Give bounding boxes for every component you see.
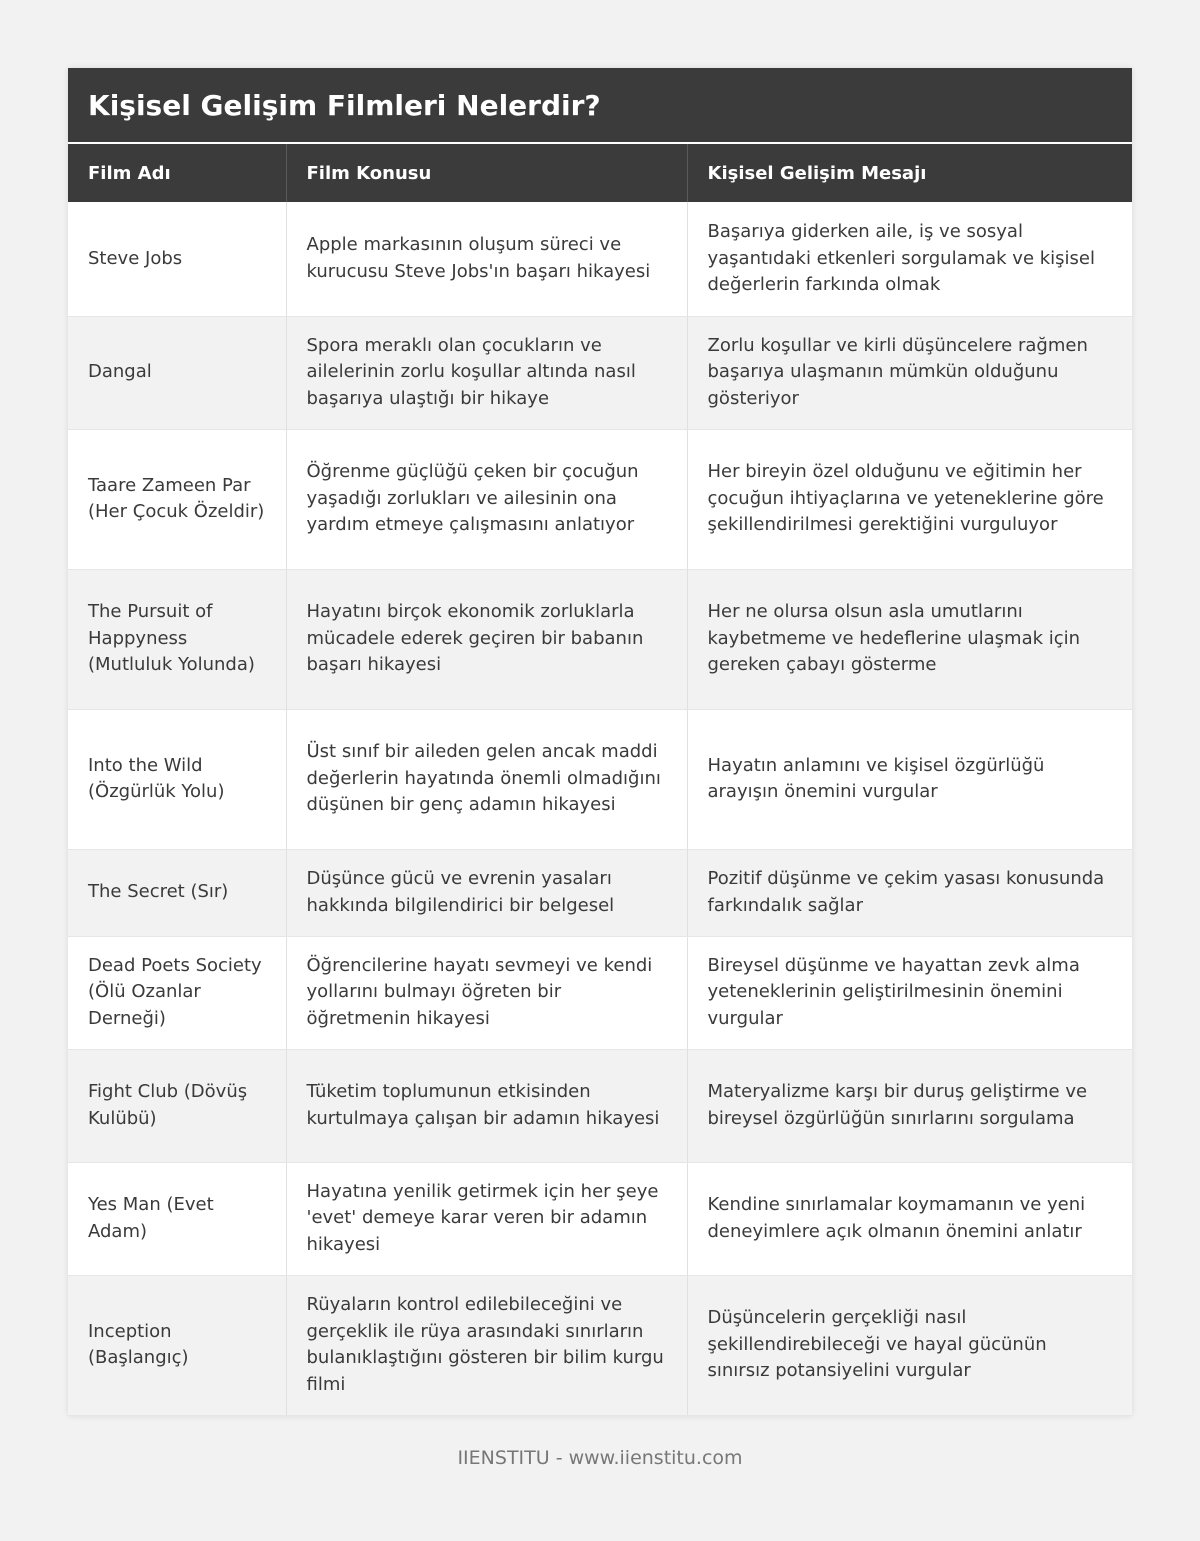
film-message-cell: Düşüncelerin gerçekliği nasıl şekillendirebileceği ve hayal gücünün sınırsız potansiyelini vurgular [687, 1275, 1132, 1415]
film-topic-cell: Öğrenme güçlüğü çeken bir çocuğun yaşadığı zorlukları ve ailesinin ona yardım etmeye çalışmasını anlatıyor [286, 429, 687, 569]
film-topic-cell: Rüyaların kontrol edilebileceğini ve gerçeklik ile rüya arasındaki sınırların bulanıklaştığını gösteren bir bilim kurgu filmi [286, 1275, 687, 1415]
table-row [68, 1275, 1132, 1415]
film-topic-cell: Düşünce gücü ve evrenin yasaları hakkında bilgilendirici bir belgesel [286, 849, 687, 936]
film-topic-cell: Spora meraklı olan çocukların ve ailelerinin zorlu koşullar altında nasıl başarıya ulaştığı bir hikaye [286, 316, 687, 429]
content-card [68, 68, 1132, 1416]
film-name-cell: The Pursuit of Happyness (Mutluluk Yolunda) [68, 569, 286, 709]
column-header-film-name: Film Adı [68, 144, 286, 202]
film-topic-cell: Üst sınıf bir aileden gelen ancak maddi değerlerin hayatında önemli olmadığını düşünen bir genç adamın hikayesi [286, 709, 687, 849]
table-row [68, 1049, 1132, 1162]
film-name-cell: The Secret (Sır) [68, 849, 286, 936]
column-header-film-topic: Film Konusu [286, 144, 687, 202]
table-row [68, 709, 1132, 849]
footer-credit: IIENSTITU - www.iienstitu.com [457, 1447, 743, 1469]
film-message-cell: Başarıya giderken aile, iş ve sosyal yaşantıdaki etkenleri sorgulamak ve kişisel değerlerin farkında olmak [687, 202, 1132, 316]
films-table [68, 144, 1132, 1416]
film-name-cell: Inception (Başlangıç) [68, 1275, 286, 1415]
table-row [68, 849, 1132, 936]
film-name-cell: Steve Jobs [68, 202, 286, 316]
film-message-cell: Her ne olursa olsun asla umutlarını kaybetmeme ve hedeflerine ulaşmak için gereken çabayı gösterme [687, 569, 1132, 709]
table-row [68, 429, 1132, 569]
film-name-cell: Fight Club (Dövüş Kulübü) [68, 1049, 286, 1162]
table-row [68, 569, 1132, 709]
film-topic-cell: Tüketim toplumunun etkisinden kurtulmaya çalışan bir adamın hikayesi [286, 1049, 687, 1162]
page-title: Kişisel Gelişim Filmleri Nelerdir? [68, 68, 1132, 144]
film-message-cell: Pozitif düşünme ve çekim yasası konusunda farkındalık sağlar [687, 849, 1132, 936]
film-topic-cell: Hayatına yenilik getirmek için her şeye 'evet' demeye karar veren bir adamın hikayesi [286, 1162, 687, 1275]
film-message-cell: Her bireyin özel olduğunu ve eğitimin her çocuğun ihtiyaçlarına ve yeteneklerine göre şekillendirilmesi gerektiğini vurguluyor [687, 429, 1132, 569]
table-header-row [68, 144, 1132, 202]
film-name-cell: Yes Man (Evet Adam) [68, 1162, 286, 1275]
film-message-cell: Bireysel düşünme ve hayattan zevk alma yeteneklerinin geliştirilmesinin önemini vurgular [687, 936, 1132, 1049]
table-row [68, 202, 1132, 316]
table-row [68, 936, 1132, 1049]
film-name-cell: Dead Poets Society (Ölü Ozanlar Derneği) [68, 936, 286, 1049]
film-topic-cell: Öğrencilerine hayatı sevmeyi ve kendi yollarını bulmayı öğreten bir öğretmenin hikayesi [286, 936, 687, 1049]
film-name-cell: Into the Wild (Özgürlük Yolu) [68, 709, 286, 849]
film-name-cell: Taare Zameen Par (Her Çocuk Özeldir) [68, 429, 286, 569]
film-topic-cell: Apple markasının oluşum süreci ve kurucusu Steve Jobs'ın başarı hikayesi [286, 202, 687, 316]
film-message-cell: Hayatın anlamını ve kişisel özgürlüğü arayışın önemini vurgular [687, 709, 1132, 849]
film-message-cell: Zorlu koşullar ve kirli düşüncelere rağmen başarıya ulaşmanın mümkün olduğunu gösteriyor [687, 316, 1132, 429]
film-message-cell: Materyalizme karşı bir duruş geliştirme ve bireysel özgürlüğün sınırlarını sorgulama [687, 1049, 1132, 1162]
column-header-message: Kişisel Gelişim Mesajı [687, 144, 1132, 202]
film-topic-cell: Hayatını birçok ekonomik zorluklarla mücadele ederek geçiren bir babanın başarı hikayesi [286, 569, 687, 709]
film-message-cell: Kendine sınırlamalar koymamanın ve yeni deneyimlere açık olmanın önemini anlatır [687, 1162, 1132, 1275]
table-row [68, 1162, 1132, 1275]
film-name-cell: Dangal [68, 316, 286, 429]
table-row [68, 316, 1132, 429]
